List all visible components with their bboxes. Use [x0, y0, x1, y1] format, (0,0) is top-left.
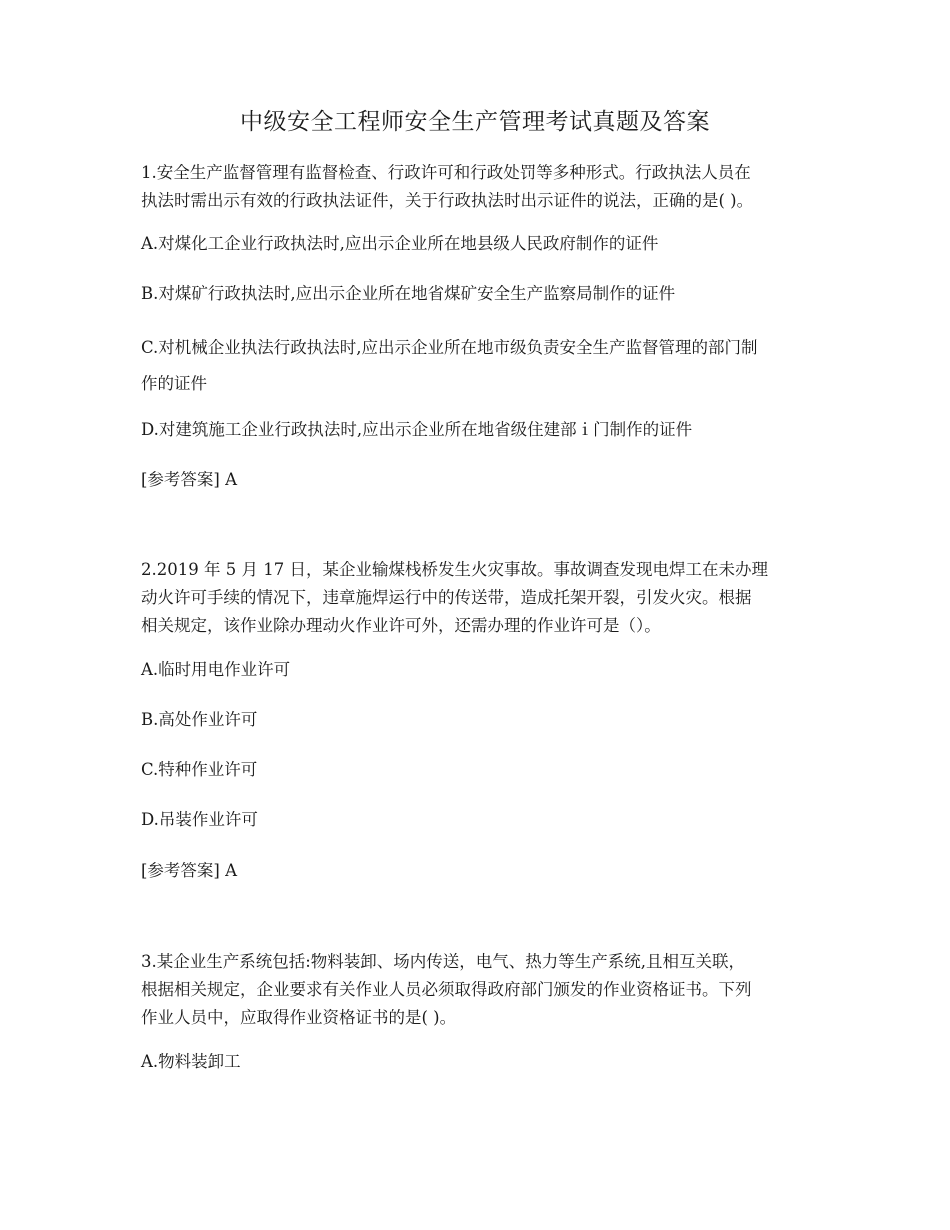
question-3-option-a	[141, 1048, 821, 1076]
option-text: A.物料装卸工	[141, 1052, 241, 1071]
question-2-option-c	[141, 756, 821, 784]
option-text: D.对建筑施工企业行政执法时,应出示企业所在地省级住建部ｉ门制作的证件	[141, 420, 693, 439]
question-3-stem-line: 3.某企业生产系统包括:物料装卸、场内传送，电气、热力等生产系统,且相互关联，	[141, 952, 746, 971]
option-text: 作的证件	[141, 374, 207, 393]
option-text: A.对煤化工企业行政执法时,应出示企业所在地县级人民政府制作的证件	[141, 234, 659, 253]
option-text: C.对机械企业执法行政执法时,应出示企业所在地市级负责安全生产监督管理的部门制	[141, 338, 758, 357]
question-3-stem-line: 根据相关规定，企业要求有关作业人员必须取得政府部门颁发的作业资格证书。下列	[141, 980, 752, 999]
option-text: C.特种作业许可	[141, 760, 258, 779]
question-1-stem-line: 1.安全生产监督管理有监督检查、行政许可和行政处罚等多种形式。行政执法人员在	[141, 163, 751, 182]
question-2-stem-line: 相关规定，该作业除办理动火作业许可外，还需办理的作业许可是（）。	[141, 616, 661, 635]
question-2-answer: [参考答案] A	[141, 861, 238, 880]
option-text: B.高处作业许可	[141, 710, 258, 729]
question-2-option-d	[141, 806, 821, 834]
question-1-option-b	[141, 280, 821, 308]
question-2-option-a	[141, 656, 821, 684]
question-2-option-b	[141, 706, 821, 734]
question-1-option-c	[141, 330, 821, 402]
option-text: D.吊装作业许可	[141, 810, 258, 829]
question-3-stem	[141, 948, 821, 1032]
question-3-stem-line: 作业人员中，应取得作业资格证书的是( )。	[141, 1008, 457, 1027]
question-1-option-d	[141, 416, 821, 444]
question-1-stem-line: 执法时需出示有效的行政执法证件，关于行政执法时出示证件的说法，正确的是( )。	[141, 191, 754, 210]
question-1-option-a	[141, 230, 821, 258]
option-text: B.对煤矿行政执法时,应出示企业所在地省煤矿安全生产监察局制作的证件	[141, 284, 676, 303]
question-2-stem-line: 2.2019 年 5 月 17 日，某企业输煤栈桥发生火灾事故。事故调查发现电焊工在未办理	[141, 560, 768, 579]
question-1-answer: [参考答案] A	[141, 470, 238, 489]
question-1-stem	[141, 159, 821, 215]
question-2-stem	[141, 556, 821, 640]
question-2-stem-line: 动火许可手续的情况下，违章施焊运行中的传送带，造成托架开裂，引发火灾。根据	[141, 588, 752, 607]
document-title: 中级安全工程师安全生产管理考试真题及答案	[240, 109, 710, 135]
option-text: A.临时用电作业许可	[141, 660, 291, 679]
